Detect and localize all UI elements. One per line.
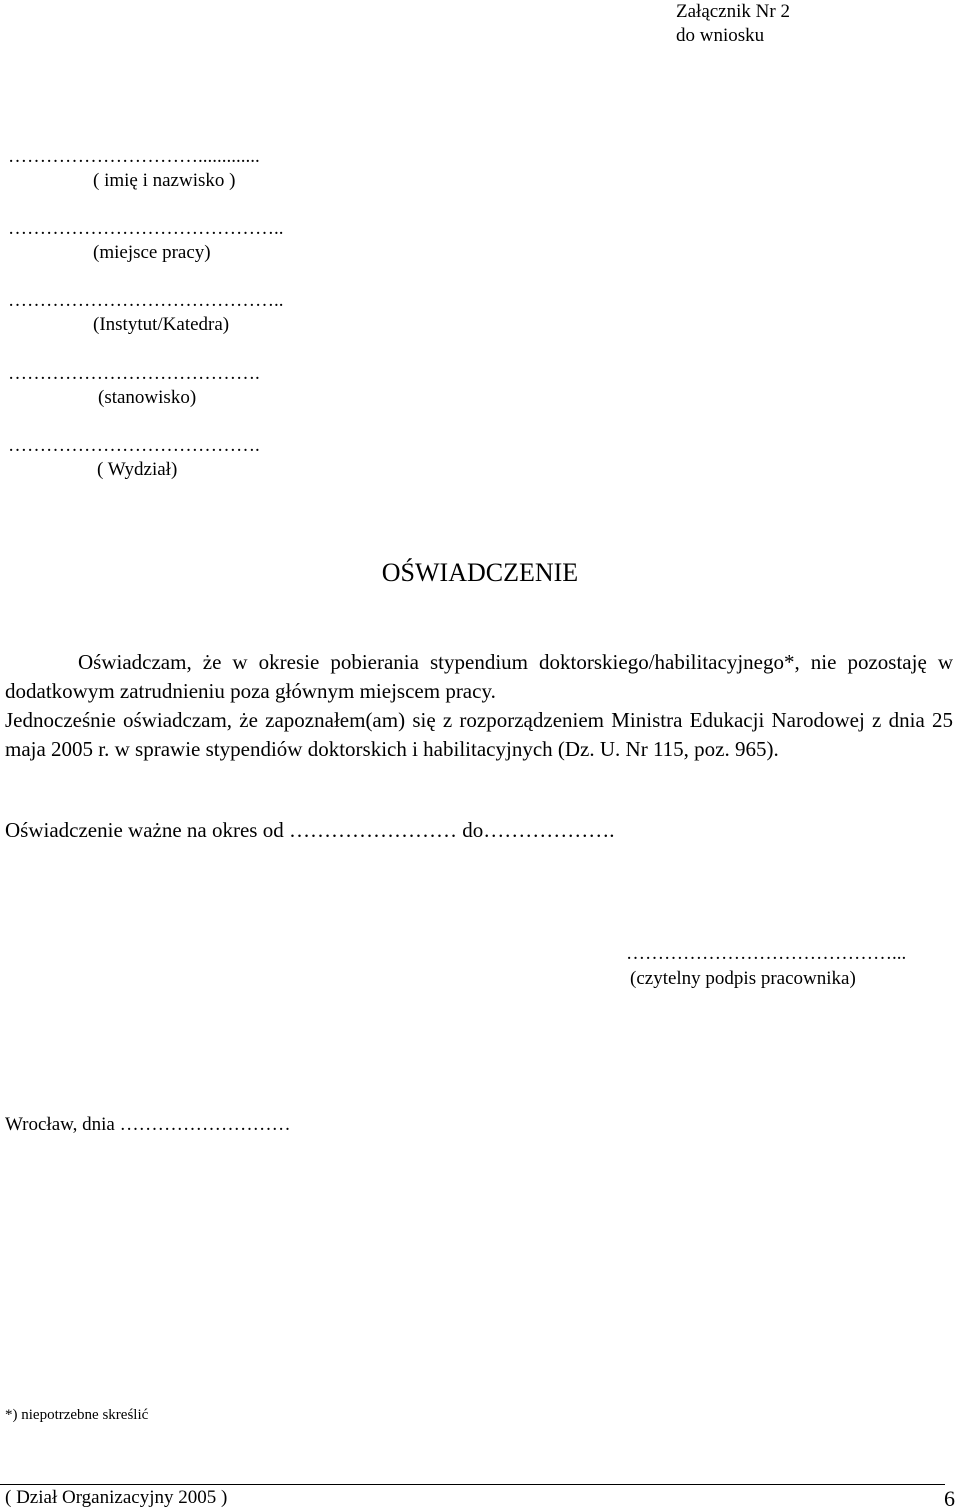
institute-field-dots: ……………………………………..: [8, 290, 284, 311]
document-title: OŚWIADCZENIE: [381, 558, 579, 587]
faculty-field-label: ( Wydział): [97, 459, 178, 480]
footnote: *) niepotrzebne skreślić: [5, 1407, 149, 1423]
footer-divider: [0, 1484, 945, 1485]
position-field-dots: ………………………………….: [8, 363, 260, 384]
annex-subtitle: do wniosku: [676, 25, 765, 46]
declaration-paragraph-2: Jednocześnie oświadczam, że zapoznałem(am) się z rozporządzeniem Ministra Edukacji Narodowej z dnia 25 maja 2005 r. w sprawie stypendiów doktorskich i habilitacyjnych (Dz. U. Nr 115, poz. 965).: [5, 708, 953, 761]
footer-department: ( Dział Organizacyjny 2005 ): [5, 1487, 228, 1508]
faculty-field-dots: ………………………………….: [8, 435, 260, 456]
signature-dots: ……………………………………...: [626, 943, 907, 964]
position-field-label: (stanowisko): [98, 387, 197, 408]
signature-label: (czytelny podpis pracownika): [630, 968, 856, 989]
page-number: 6: [944, 1486, 955, 1511]
place-date-line: Wrocław, dnia ………………………: [5, 1114, 291, 1135]
annex-header: [676, 0, 790, 48]
declaration-paragraph-1: Oświadczam, że w okresie pobierania stypendium doktorskiego/habilitacyjnego*, nie pozostaję w dodatkowym zatrudnieniu poza głównym miejscem pracy.: [5, 650, 953, 703]
institute-field-label: (Instytut/Katedra): [93, 314, 230, 335]
name-field-dots: ………………………….............: [8, 146, 260, 167]
annex-number: Załącznik Nr 2: [676, 1, 790, 22]
declaration-text: [5, 648, 953, 764]
workplace-field-label: (miejsce pracy): [93, 242, 211, 263]
name-field-label: ( imię i nazwisko ): [93, 170, 236, 191]
validity-period-line: Oświadczenie ważne na okres od …………………… do……………….: [5, 818, 615, 842]
workplace-field-dots: ……………………………………..: [8, 218, 284, 239]
